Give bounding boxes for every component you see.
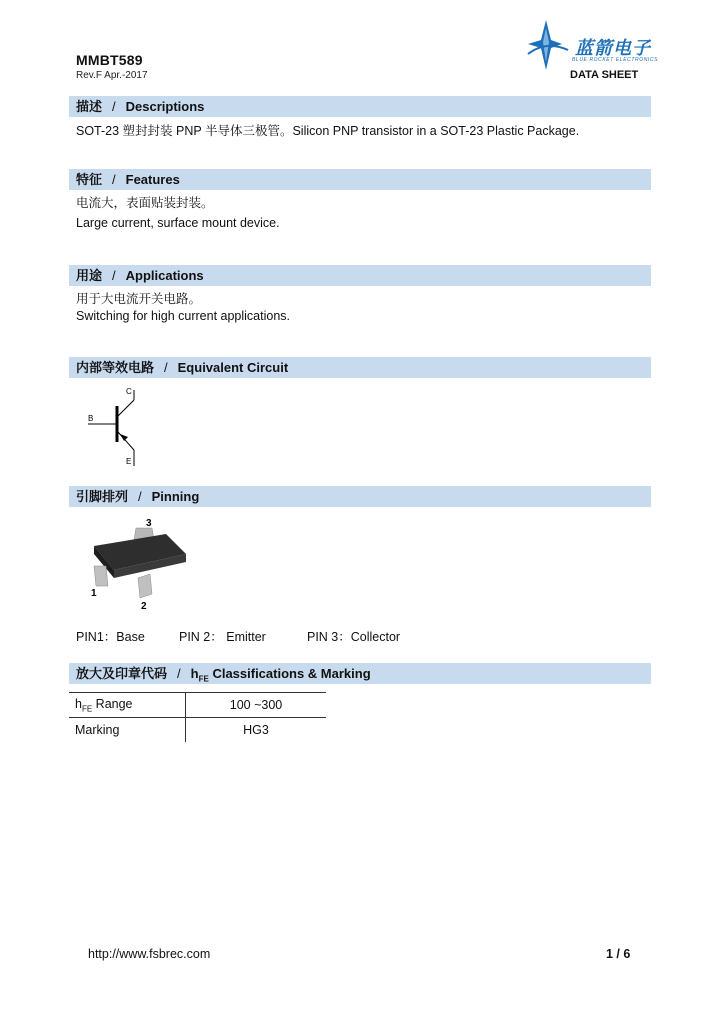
section-separator: / — [164, 360, 168, 375]
pin1-label: 1 — [91, 588, 97, 599]
section-header-descriptions — [69, 96, 651, 117]
section-header-features — [69, 169, 651, 190]
section-header-applications — [69, 265, 651, 286]
table-cell-value: HG3 — [186, 718, 327, 743]
section-header-classification — [69, 663, 651, 684]
section-header-pinning — [69, 486, 651, 507]
table-row — [69, 693, 326, 718]
section-title-en: Equivalent Circuit — [177, 360, 289, 375]
section-title-en: Pinning — [151, 489, 200, 504]
pin3-label: 3 — [146, 518, 152, 529]
section-title-cn: 描述 — [76, 99, 103, 114]
features-text-cn: 电流大，表面贴装封装。 — [76, 196, 214, 210]
collector-label: C — [126, 387, 132, 396]
section-title-cn: 内部等效电路 — [76, 360, 155, 375]
section-title-cn: 引脚排列 — [76, 489, 129, 504]
table-row — [69, 718, 326, 743]
applications-text-cn: 用于大电流开关电路。 — [76, 292, 202, 306]
features-text-en: Large current, surface mount device. — [76, 216, 280, 230]
hfe-subscript: FE — [81, 704, 93, 714]
hfe-marking-table — [69, 692, 326, 742]
section-separator: / — [112, 172, 116, 187]
table-cell-value: 100 ~300 — [186, 693, 327, 718]
descriptions-text: SOT-23 塑封封装 PNP 半导体三极管。Silicon PNP transistor in a SOT-23 Plastic Package. — [76, 124, 580, 138]
table-cell-label — [69, 693, 186, 718]
section-separator: / — [112, 268, 116, 283]
doc-type-label: DATA SHEET — [570, 69, 639, 81]
table-cell-label: Marking — [69, 718, 186, 743]
section-header-equivalent-circuit — [69, 357, 651, 378]
hfe-range-label: Range — [92, 696, 133, 711]
logo-text-cn: 蓝箭电子 — [575, 38, 651, 59]
part-number: MMBT589 — [76, 52, 143, 68]
section-separator: / — [138, 489, 142, 504]
pin2-description: PIN 2： Emitter — [179, 630, 266, 644]
pin1-description: PIN1：Base — [76, 630, 145, 644]
section-title-cn: 放大及印章代码 — [76, 666, 168, 681]
applications-text-en: Switching for high current applications. — [76, 309, 291, 323]
hfe-h: h — [75, 696, 82, 711]
section-title-cn: 特征 — [76, 172, 103, 187]
section-title-subscript: FE — [198, 674, 209, 684]
section-title-en: Classifications & Marking — [208, 666, 371, 681]
section-title-cn: 用途 — [76, 268, 103, 283]
footer-url: http://www.fsbrec.com — [88, 947, 211, 961]
pin2-label: 2 — [141, 601, 147, 612]
emitter-label: E — [126, 457, 132, 466]
base-label: B — [88, 414, 94, 423]
pin3-description: PIN 3：Collector — [307, 630, 401, 644]
section-separator: / — [112, 99, 116, 114]
section-title-h: h — [190, 666, 199, 681]
sot23-package-drawing — [80, 512, 200, 612]
revision-text: Rev.F Apr.-2017 — [76, 70, 148, 81]
section-title-en: Applications — [125, 268, 204, 283]
section-title-en: Features — [125, 172, 180, 187]
section-title-en: Descriptions — [125, 99, 205, 114]
logo-text-en: BLUE ROCKET ELECTRONICS — [572, 57, 659, 63]
pnp-transistor-symbol — [80, 384, 150, 472]
section-separator: / — [177, 666, 181, 681]
page-number: 1 / 6 — [606, 947, 631, 961]
